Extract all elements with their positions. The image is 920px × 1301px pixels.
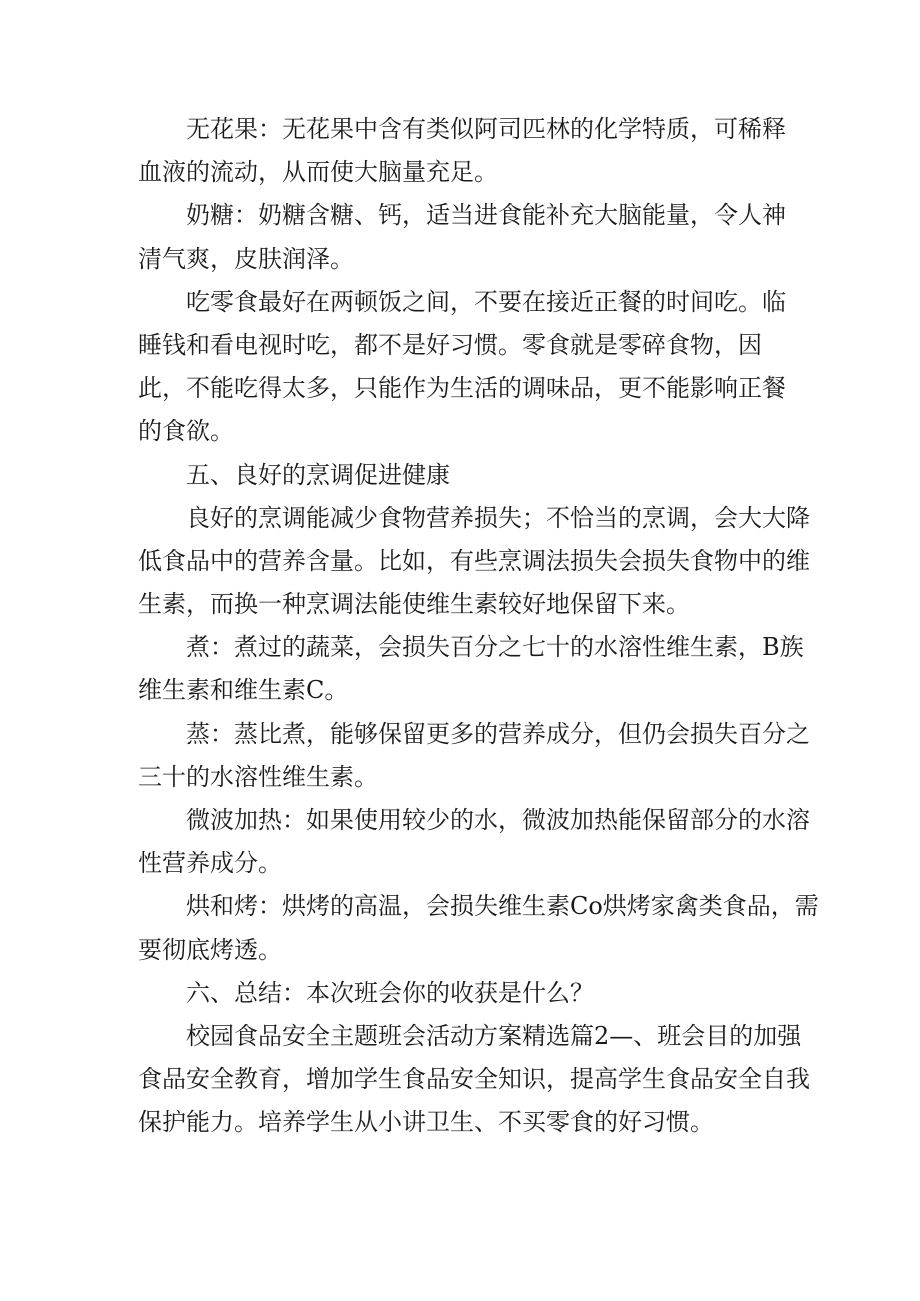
text-line: 无花果：无花果中含有类似阿司匹林的化学特质，可稀释: [186, 115, 786, 143]
text-line: 血液的流动，从而使大脑量充足。: [138, 158, 498, 187]
text-line: 的食欲。: [138, 417, 234, 446]
text-line: 食品安全教育，增加学生食品安全知识，提高学生食品安全自我: [138, 1065, 810, 1094]
text-line: 此，不能吃得太多，只能作为生活的调味品，更不能影响正餐: [138, 374, 786, 403]
text-line: 保护能力。培养学生从小讲卫生、不买零食的好习惯。: [138, 1108, 714, 1137]
text-line: 维生素和维生素C。: [138, 676, 349, 705]
text-line: 校园食品安全主题班会活动方案精选篇2—、班会目的加强: [186, 1021, 802, 1050]
section-heading: 五、良好的烹调促进健康: [186, 460, 450, 489]
text-line: 良好的烹调能减少食物营养损失；不恰当的烹调，会大大降: [186, 503, 810, 532]
text-line: 煮：煮过的蔬菜，会损失百分之七十的水溶性维生素，B族: [186, 633, 804, 662]
text-line: 要彻底烤透。: [138, 935, 282, 964]
document-body: [138, 108, 819, 1145]
text-line: 生素，而换一种烹调法能使维生素较好地保留下来。: [138, 590, 690, 619]
text-line: 三十的水溶性维生素。: [138, 762, 378, 791]
text-line: 吃零食最好在两顿饭之间，不要在接近正餐的时间吃。临: [186, 287, 786, 316]
text-line: 微波加热：如果使用较少的水，微波加热能保留部分的水溶: [186, 806, 810, 834]
text-line: 低食品中的营养含量。比如，有些烹调法损失会损失食物中的维: [138, 546, 810, 575]
text-line: 奶糖：奶糖含糖、钙，适当进食能补充大脑能量，令人神: [186, 201, 786, 230]
section-heading: 六、总结：本次班会你的收获是什么？: [186, 978, 594, 1007]
text-line: 睡钱和看电视时吃，都不是好习惯。零食就是零碎食物，因: [138, 330, 762, 359]
text-line: 清气爽，皮肤润泽。: [138, 244, 354, 273]
text-line: 烘和烤：烘烤的高温，会损失维生素Co烘烤家禽类食品，需: [186, 892, 819, 921]
text-line: 蒸：蒸比煮，能够保留更多的营养成分，但仍会损失百分之: [186, 719, 810, 748]
text-line: 性营养成分。: [138, 849, 282, 878]
